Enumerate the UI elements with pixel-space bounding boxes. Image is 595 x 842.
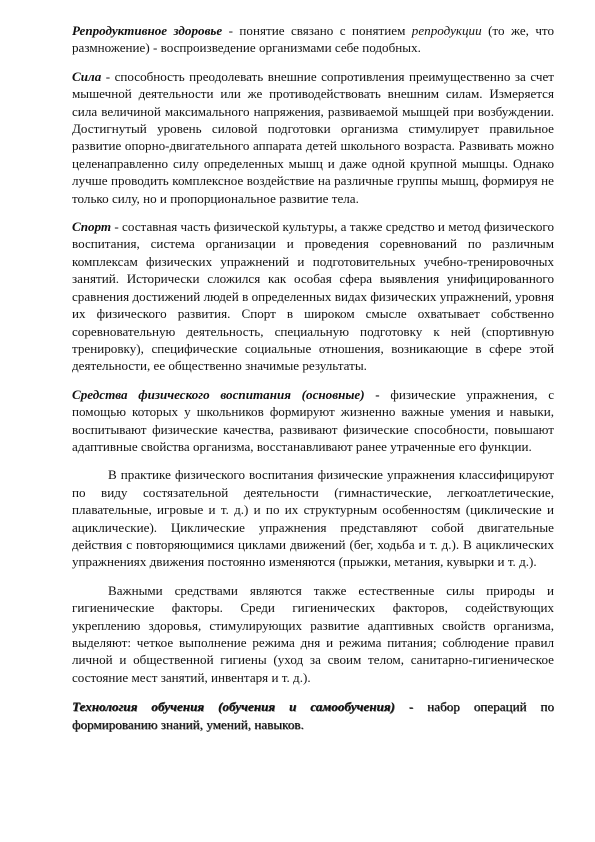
definition-text: набор операций по формированию знаний, умений, навыков. (72, 699, 554, 732)
definition-text: - составная часть физической культуры, а также средство и метод физического воспитания, система организации и проведения соревнований по различным комплексам физических упражнений и подготовительных учебно-тренировочных занятий. Исторически сложился как особая сфера выявления унифицированного сравнения достижений людей в определенных видах физических упражнений, уровня их физического развития. Спорт в широком смысле охватывает собственно соревновательную деятельность, специальную подготовку к ней (спортивную тренировку), специфические социальные отношения, возникающие в сфере этой деятельности, ее общественно значимые результаты. (72, 219, 554, 374)
term-reproductive-health: Репродуктивное здоровье (72, 23, 223, 38)
paragraph-means-of-physical-education (72, 386, 554, 456)
term-dash: - (394, 699, 414, 715)
paragraph-natural-forces (72, 582, 554, 686)
definition-text: - понятие связано с понятием (222, 23, 412, 38)
body-text: Важными средствами являются также естественные силы природы и гигиенические факторы. Среди гигиенических факторов, содействующих укреплению здоровья, стимулирующих развитие адаптивных свойств организма, выделяют: четкое выполнение режима дня и режима питания; соблюдение правил личной и общественной гигиены (уход за своим телом, санитарно-гигиеническое состояние мест занятий, инвентаря и т. д.). (72, 582, 554, 685)
document-page (72, 22, 554, 733)
term-sport: Спорт (72, 219, 112, 235)
definition-text: физические упражнения, с помощью которых у школьников формируют жизненно важные умения и навыки, воспитывают физические качества, развивают физические способности, повышают адаптивные свойства организма, восстанавливают ранее утраченные его функции. (72, 386, 555, 454)
paragraph-practice (72, 466, 554, 570)
definition-text: - способность преодолевать внешние сопротивления преимущественно за счет мышечной деятельности или же противодействовать внешним силам. Измеряется сила величиной максимального напряжения, развиваемой мышцей при возбуждении. Достигнутый уровень силовой подготовки организма стимулирует правильное развитие опорно-двигательного аппарата детей школьного возраста. Развивать можно целенаправленно силу определенных мышц и даже одной крупной мышцы. Однако лучше проводить комплексное воздействие на различные группы мышц, формируя не только силу, но и пропорциональное развитие тела. (72, 68, 554, 206)
body-text: В практике физического воспитания физические упражнения классифицируют по виду состязательной деятельности (гимнастические, легкоатлетические, плавательные, игровые и т. д.) и по их структурным особенностям (циклические и ациклические). Циклические упражнения представляют собой двигательные действия с повторяющимися циклами движений (бег, ходьба и т. д.). В ациклических упражнениях движения постоянно изменяются (прыжки, метания, кувырки и т. д.). (72, 467, 554, 570)
term-dash: - (364, 386, 380, 402)
paragraph-sport (72, 218, 554, 375)
term-learning-technology: Технология обучения (обучения и самообучения) (72, 699, 395, 715)
term-means-of-physical-education: Средства физического воспитания (основные) (72, 386, 365, 402)
definition-text: (то же, что размножение) - воспроизведение организмами себе подобных. (72, 23, 554, 56)
emphasis-reproduction: репродукции (411, 23, 482, 38)
paragraph-strength (72, 68, 554, 207)
term-strength: Сила (72, 68, 102, 84)
paragraph-learning-technology (72, 698, 554, 733)
paragraph-reproductive-health (72, 22, 554, 57)
